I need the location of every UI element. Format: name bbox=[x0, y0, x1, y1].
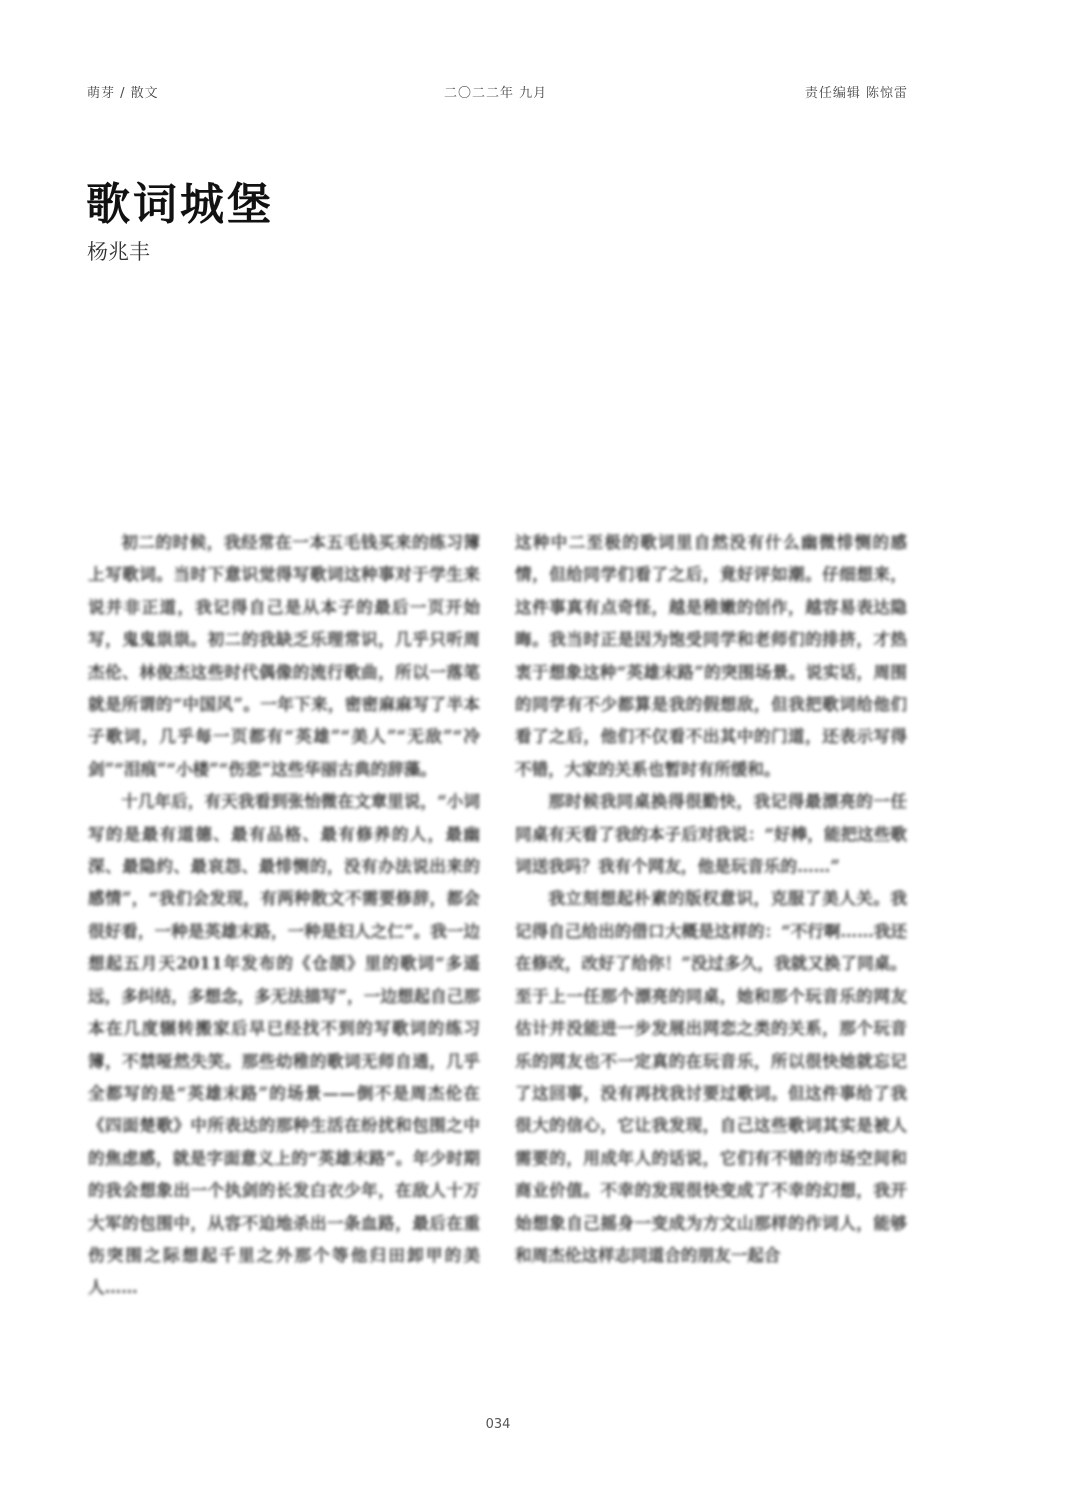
editor-credit: 责任编辑 陈惊雷 bbox=[804, 86, 908, 101]
section-label: 萌芽 / 散文 bbox=[87, 86, 159, 101]
body-paragraph: 我立刻想起朴素的版权意识，克服了美人关。我记得自己给出的借口大概是这样的：“不行啊……我还在修改，改好了给你！”没过多久，我就又换了同桌。至于上一任那个漂亮的同桌，她和那个玩音乐的网友估计并没能进一步发展出网恋之类的关系，那个玩音乐的网友也不一定真的在玩音乐，所以很快她就忘记了这回事，没有再找我讨要过歌词。但这件事给了我很大的信心，它让我发现，自己这些歌词其实是被人需要的，用成年人的话说，它们有不错的市场空间和商业价值。不幸的发现很快变成了不幸的幻想，我开始想象自己摇身一变成为方文山那样的作词人，能够和周杰伦这样志同道合的朋友一起合 bbox=[515, 888, 907, 1265]
issue-date: 二〇二二年 九月 bbox=[444, 86, 548, 101]
article-author: 杨兆丰 bbox=[87, 240, 150, 264]
body-paragraph: 这种中二至极的歌词里自然没有什么幽微悱恻的感情，但给同学们看了之后，竟好评如潮。仔细想来，这件事真有点奇怪，越是稚嫩的创作，越容易表达隐晦。我当时正是因为饱受同学和老师们的排挤，才热衷于想象这种“英雄末路”的突围场景。说实话，周围的同学有不少都算是我的假想敌，但我把歌词给他们看了之后，他们不仅看不出其中的门道，还表示写得不错，大家的关系也暂时有所缓和。 bbox=[515, 532, 907, 779]
body-column-left bbox=[88, 526, 480, 1304]
body-paragraph: 初二的时候，我经常在一本五毛钱买来的练习簿上写歌词。当时下意识觉得写歌词这种事对于学生来说并非正道，我记得自己是从本子的最后一页开始写，鬼鬼祟祟。初二的我缺乏乐理常识，几乎只听周杰伦、林俊杰这些时代偶像的流行歌曲，所以一落笔就是所谓的“中国风”。一年下来，密密麻麻写了半本子歌词，几乎每一页都有“英雄”“美人”“无敌”“冷剑”“泪痕”“小楼”“伤悲”这些华丽古典的辞藻。 bbox=[88, 532, 480, 779]
article-title: 歌词城堡 bbox=[86, 179, 274, 230]
body-paragraph: 十几年后，有天我看到张怡微在文章里说，“小词写的是最有道德、最有品格、最有修养的人，最幽深、最隐约、最哀怨、最悱恻的，没有办法说出来的感情”，“我们会发现，有两种散文不需要修辞，都会很好看，一种是英雄末路，一种是妇人之仁”。我一边想起五月天2011年发布的《仓颉》里的歌词“多遥远，多纠结，多想念，多无法描写”，一边想起自己那本在几度辗转搬家后早已经找不到的写歌词的练习簿，不禁哑然失笑。那些幼稚的歌词无师自通，几乎全都写的是“英雄末路”的场景——倒不是周杰伦在《四面楚歌》中所表达的那种生活在纷扰和包围之中的焦虑感，就是字面意义上的“英雄末路”。年少时期的我会想象出一个执剑的长发白衣少年，在敌人十万大军的包围中，从容不迫地杀出一条血路，最后在重伤突围之际想起千里之外那个等他归田卸甲的美人…… bbox=[88, 791, 480, 1298]
running-header bbox=[87, 82, 908, 104]
body-paragraph: 那时候我同桌换得很勤快，我记得最漂亮的一任同桌有天看了我的本子后对我说：“好棒，能把这些歌词送我吗？我有个网友，他是玩音乐的……” bbox=[515, 791, 907, 877]
body-column-right bbox=[515, 526, 907, 1271]
page-number: 034 bbox=[485, 1417, 511, 1432]
